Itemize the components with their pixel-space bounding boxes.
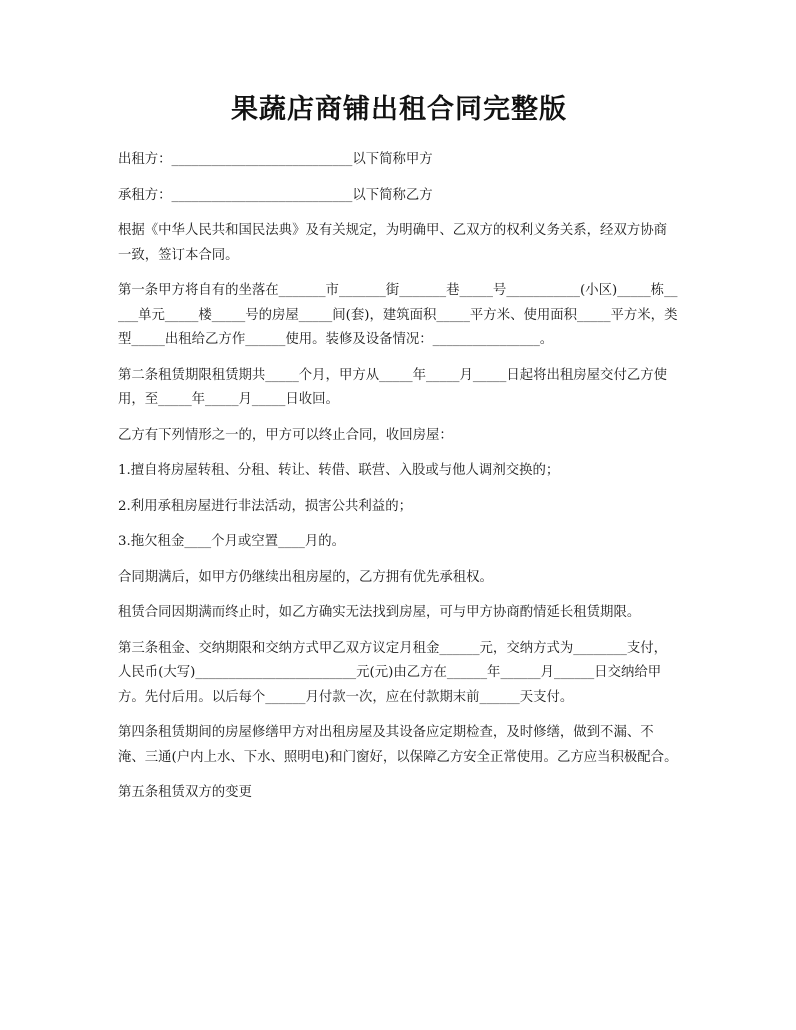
termination-item-2: 2.利用承租房屋进行非法活动，损害公共利益的； xyxy=(118,498,412,514)
priority-renewal-paragraph: 合同期满后，如甲方仍继续出租房屋的，乙方拥有优先承租权。 xyxy=(118,569,493,585)
extension-paragraph: 租赁合同因期满而终止时，如乙方确实无法找到房屋，可与甲方协商酌情延长租赁期限。 xyxy=(118,605,641,620)
contract-page xyxy=(118,88,680,806)
article-1-premises: 第一条甲方将自有的坐落在_______市_______街_______巷_____号___________(小区)_____栋_____单元_____楼_____号的房屋_____间(套)，建筑面积_____平方米、使用面积_____平方米，类型_____出租给乙方作______使用。装修及设备情况：________________。 xyxy=(118,283,678,347)
article-4-repairs: 第四条租赁期间的房屋修缮甲方对出租房屋及其设备应定期检查，及时修缮，做到不漏、不淹、三通(户内上水、下水、照明电)和门窗好，以保障乙方安全正常使用。乙方应当积极配合。 xyxy=(118,725,678,765)
preamble-paragraph: 根据《中华人民共和国民法典》及有关规定，为明确甲、乙双方的权利义务关系，经双方协商一致，签订本合同。 xyxy=(118,223,668,263)
termination-item-3: 3.拖欠租金____个月或空置____月的。 xyxy=(118,534,346,549)
article-3-rent: 第三条租金、交纳期限和交纳方式甲乙双方议定月租金______元，交纳方式为________支付，人民币(大写)________________________元(元)由乙方在______年______月______日交纳给甲方。先付后用。以后每个______月付款一次，应在付款期末前______天支付。 xyxy=(118,640,668,705)
document-title: 果蔬店商铺出租合同完整版 xyxy=(231,94,567,125)
termination-intro: 乙方有下列情形之一的，甲方可以终止合同，收回房屋： xyxy=(118,427,453,443)
lessor-line: 出租方：___________________________以下简称甲方 xyxy=(118,152,433,167)
termination-item-1: 1.擅自将房屋转租、分租、转让、转借、联营、入股或与他人调剂交换的； xyxy=(118,463,560,478)
article-5-heading: 第五条租赁双方的变更 xyxy=(118,785,252,800)
article-2-term: 第二条租赁期限租赁期共_____个月，甲方从_____年_____月_____日起将出租房屋交付乙方使用，至_____年_____月_____日收回。 xyxy=(118,367,668,407)
lessee-line: 承租方：___________________________以下简称乙方 xyxy=(118,187,433,203)
